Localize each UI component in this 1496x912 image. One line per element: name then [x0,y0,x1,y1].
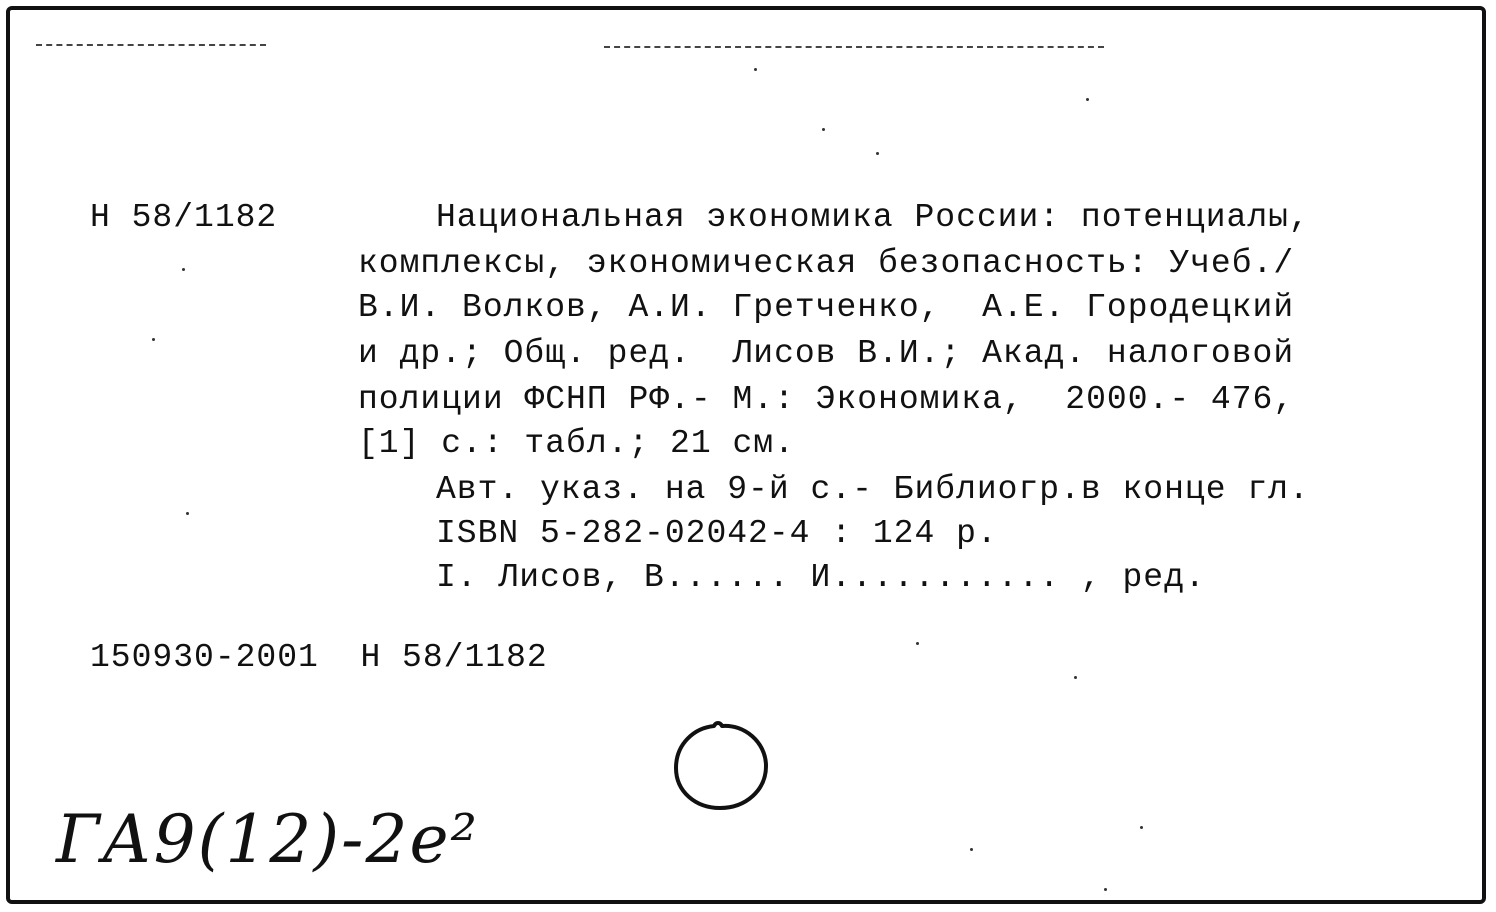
scan-artifact-line [604,46,1104,48]
isbn-line: ISBN 5-282-02042-4 : 124 р. [436,515,998,552]
scan-speck [1104,888,1107,891]
description-line: комплексы, экономическая безопасность: Учеб./ [358,245,1295,282]
description-line: В.И. Волков, А.И. Гретченко, А.Е. Городецкий [358,289,1295,326]
scan-speck [1140,826,1143,829]
scan-speck [822,128,825,131]
call-number: Н 58/1182 [90,199,278,236]
scan-artifact-line [36,44,266,46]
description-line: Нaциональная экономика России: потенциалы, [436,199,1310,236]
scan-speck [970,848,973,851]
scan-speck [182,268,185,271]
scan-speck [916,642,919,645]
stamp-circle-icon [670,720,770,812]
scan-speck [1074,676,1077,679]
scan-speck [1086,98,1089,101]
note-line: Авт. указ. на 9-й с.- Библиогр.в конце гл. [436,471,1310,508]
description-line: [1] с.: табл.; 21 см. [358,425,795,462]
description-line: и др.; Общ. ред. Лисов В.И.; Акад. налоговой [358,335,1295,372]
description-line: полиции ФСНП РФ.- М.: Экономика, 2000.- 476, [358,381,1295,418]
scan-speck [876,152,879,155]
scan-speck [754,68,757,71]
scan-speck [152,338,155,341]
scan-speck [186,512,189,515]
handwritten-code: ГА9(12)-2е² [56,801,479,878]
added-entry-line: I. Лисов, В...... И........... , ред. [436,559,1206,596]
inventory-line: 150930-2001 Н 58/1182 [90,639,548,676]
